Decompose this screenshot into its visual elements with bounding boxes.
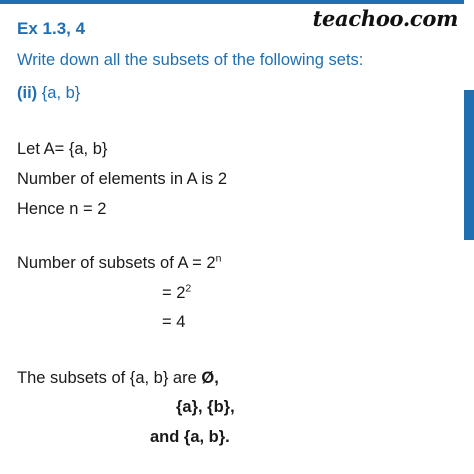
step-one-prefix: = 2	[162, 284, 186, 302]
conclusion-prefix: The subsets of {a, b} are	[17, 369, 202, 387]
hence-statement: Hence n = 2	[17, 200, 107, 218]
right-scroll-thumb	[464, 90, 474, 240]
step-one	[162, 284, 191, 303]
subsets-count-exponent: n	[215, 252, 222, 265]
let-statement: Let A= {a, b}	[17, 140, 108, 158]
question-text: Write down all the subsets of the following sets:	[17, 51, 364, 69]
top-accent-bar	[0, 0, 474, 4]
empty-set-symbol: Ø,	[201, 369, 219, 387]
exercise-title: Ex 1.3, 4	[17, 19, 86, 38]
question-part	[17, 84, 80, 103]
part-set: {a, b}	[41, 84, 81, 102]
subsets-count-line	[17, 254, 221, 273]
num-elements-statement: Number of elements in A is 2	[17, 170, 228, 188]
step-two: = 4	[162, 313, 186, 331]
subsets-line-one: {a}, {b},	[176, 398, 235, 416]
subsets-line-two: and {a, b}.	[150, 428, 230, 446]
teachoo-logo: teachoo.com	[312, 6, 458, 31]
subsets-count-prefix: Number of subsets of A = 2	[17, 254, 216, 272]
step-one-exponent: 2	[185, 282, 192, 295]
part-label: (ii)	[17, 84, 38, 102]
conclusion-line	[17, 369, 219, 388]
